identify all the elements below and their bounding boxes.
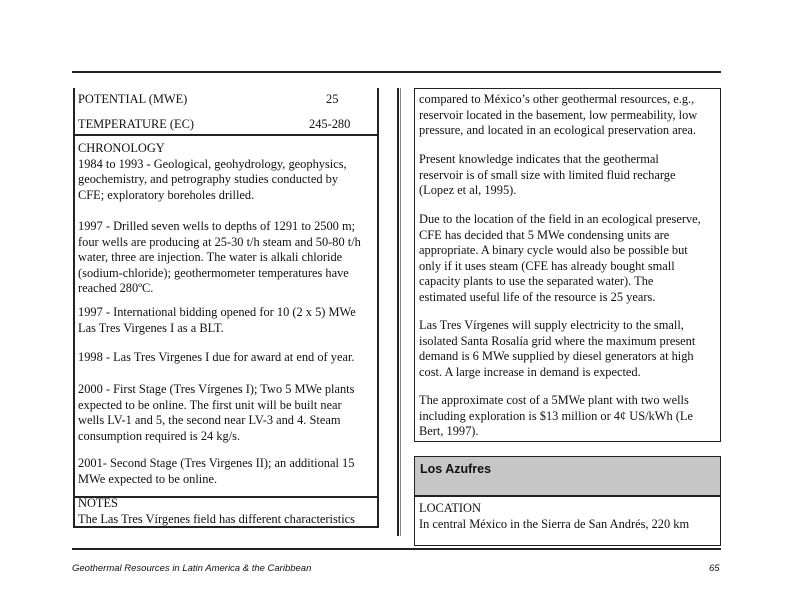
text-line: CFE has decided that 5 MWe condensing units are <box>419 227 670 242</box>
text-line: Las Tres Virgenes I as a BLT. <box>78 320 224 335</box>
text-line: CFE; exploratory boreholes drilled. <box>78 187 255 202</box>
left-box-divider <box>73 134 379 136</box>
body-paragraph <box>419 212 701 305</box>
text-line: Due to the location of the field in an ecological preserve, <box>419 212 701 226</box>
chronology-paragraph <box>78 219 361 297</box>
left-box-left-border <box>73 88 75 528</box>
location-paragraph <box>419 501 689 532</box>
text-line: capacity plants to use the separated water). The <box>419 274 654 288</box>
text-line: (Lopez et al, 1995). <box>419 183 517 197</box>
chronology-paragraph <box>78 350 354 366</box>
top-rule <box>72 71 721 73</box>
notes-paragraph <box>78 496 355 527</box>
text-line: wells LV-1 and 5, the second near LV-3 and 4. Steam <box>78 413 341 427</box>
text-line: demand is 6 MWe supplied by diesel generators at high <box>419 349 694 363</box>
text-line: In central México in the Sierra de San Andrés, 220 km <box>419 516 690 531</box>
text-line: Bert, 1997). <box>419 424 479 438</box>
text-line: reservoir located in the basement, low permeability, low <box>419 107 698 122</box>
column-divider <box>397 88 399 536</box>
chronology-paragraph <box>78 382 354 444</box>
text-line: (sodium-chloride); geothermometer temperatures have <box>78 265 349 280</box>
text-line: LOCATION <box>419 501 481 515</box>
text-line: water, three are injection. The water is alkali chloride <box>78 250 343 264</box>
text-line: 2000 - First Stage (Tres Vírgenes I); Two 5 MWe plants <box>78 382 355 396</box>
text-line: expected to be online. The first unit will be built near <box>78 397 342 412</box>
page-number: 65 <box>709 563 720 574</box>
text-line: The approximate cost of a 5MWe plant with two wells <box>419 393 689 407</box>
potential-label: POTENTIAL (MWE) <box>78 92 188 106</box>
text-line: Present knowledge indicates that the geothermal <box>419 152 659 166</box>
body-paragraph <box>419 92 697 139</box>
bottom-rule <box>72 548 721 550</box>
body-paragraph <box>419 318 695 380</box>
text-line: compared to México’s other geothermal resources, e.g., <box>419 92 695 106</box>
section-header-divider <box>414 495 721 497</box>
text-line: The Las Tres Vírgenes field has different characteristics <box>78 511 355 526</box>
text-line: reservoir is of small size with limited fluid recharge <box>419 167 676 182</box>
text-line: geochemistry, and petrography studies conducted by <box>78 172 339 186</box>
text-line: CHRONOLOGY <box>78 141 165 155</box>
chronology-paragraph <box>78 456 354 487</box>
text-line: Las Tres Vírgenes will supply electricity to the small, <box>419 318 684 332</box>
text-line: four wells are producing at 25-30 t/h steam and 50-80 t/h <box>78 234 361 249</box>
text-line: estimated useful life of the resource is 25 years. <box>419 289 656 304</box>
potential-value: 25 <box>326 92 339 106</box>
text-line: MWe expected to be online. <box>78 471 218 486</box>
text-line: 1997 - International bidding opened for 10 (2 x 5) MWe <box>78 305 356 319</box>
section-title-los-azufres: Los Azufres <box>415 457 720 495</box>
body-paragraph <box>419 393 693 440</box>
text-line: 1997 - Drilled seven wells to depths of 1291 to 2500 m; <box>78 219 356 233</box>
footer-title: Geothermal Resources in Latin America & the Caribbean <box>72 563 312 574</box>
text-line: 1984 to 1993 - Geological, geohydrology, geophysics, <box>78 156 347 171</box>
text-line: appropriate. A binary cycle would also be possible but <box>419 243 688 257</box>
text-line: NOTES <box>78 496 118 510</box>
text-line: 1998 - Las Tres Virgenes I due for award at end of year. <box>78 350 355 364</box>
text-line: reached 280ºC. <box>78 281 154 295</box>
chronology-paragraph <box>78 141 347 203</box>
temperature-label: TEMPERATURE (ЕC) <box>78 117 194 131</box>
text-line: isolated Santa Rosalía grid where the maximum present <box>419 333 696 348</box>
chronology-paragraph <box>78 305 356 336</box>
text-line: only if it uses steam (CFE has already bought small <box>419 258 675 273</box>
text-line: including exploration is $13 million or 4¢ US/kWh (Le <box>419 408 693 423</box>
text-line: consumption required is 24 kg/s. <box>78 428 241 443</box>
body-paragraph <box>419 152 675 199</box>
text-line: 2001- Second Stage (Tres Virgenes II); an additional 15 <box>78 456 355 470</box>
temperature-value: 245-280 <box>309 117 351 131</box>
left-box-right-border <box>377 88 379 528</box>
text-line: cost. A large increase in demand is expected. <box>419 364 641 379</box>
column-divider <box>400 88 401 536</box>
text-line: pressure, and located in an ecological preservation area. <box>419 123 696 137</box>
